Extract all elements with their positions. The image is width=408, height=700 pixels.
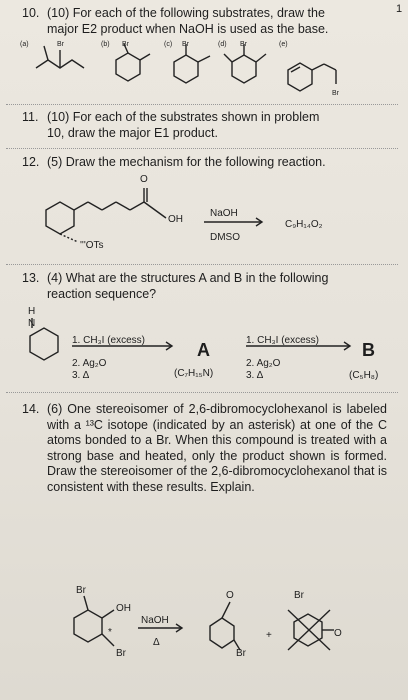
q14-product2-o: O [334, 628, 342, 639]
page-number: 1 [396, 3, 403, 15]
q14-heat: Δ [153, 637, 160, 648]
q10-br-e: Br [332, 90, 339, 97]
q13-step1-a: 1. CH₃I (excess) [72, 335, 145, 346]
q10-line1: (10) For each of the following substrates, draw the [47, 6, 325, 20]
q12-ketone-o: O [140, 174, 148, 185]
divider-3 [6, 264, 398, 266]
q12-reagent-dmso: DMSO [210, 232, 240, 243]
q13-step3-b: 3. Δ [246, 370, 264, 381]
q12-product-formula: C₉H₁₄O₂ [285, 219, 323, 230]
q13-step3-a: 3. Δ [72, 370, 90, 381]
q10-substrate-structures [0, 40, 408, 102]
q10-label-e: (e) [279, 41, 288, 48]
divider-4 [6, 392, 398, 394]
q13-formula-a: (C₇H₁₅N) [174, 368, 214, 379]
q13-number: 13. [22, 271, 40, 285]
q13-n-label: N [28, 318, 36, 329]
q11-number: 11. [22, 110, 39, 124]
q14-number: 14. [22, 402, 40, 416]
q10-br-b: Br [122, 41, 129, 48]
divider-1 [6, 104, 398, 106]
q12-reagent-naoh: NaOH [210, 208, 238, 219]
q11-line2: 10, draw the major E1 product. [47, 126, 218, 140]
q13-reaction-scheme [0, 310, 408, 390]
q13-formula-b: (C₅H₈) [349, 370, 379, 381]
q14-br-bottom: Br [116, 648, 126, 659]
q14-text: (6) One stereoisomer of 2,6-dibromocyclohexanol is labeled with a ¹³C isotope (indicated by an asterisk) at one of the C atoms bonded to a Br. When this compound is treated with a strong base and heated, only the product shown is formed. Draw the stereoisomer of the 2,6-dibromocyclohexanol that is consistent with these results. Explain. [47, 402, 387, 494]
q10-br-d: Br [240, 41, 247, 48]
q14-star: * [108, 627, 112, 638]
q13-line2: reaction sequence? [47, 287, 157, 301]
q13-line1: (4) What are the structures A and B in the following [47, 271, 329, 285]
q14-product-o: O [226, 590, 234, 601]
q12-reaction-scheme [0, 180, 408, 260]
q14-reaction-scheme [0, 590, 408, 670]
q10-br-c: Br [182, 41, 189, 48]
q14-product-br: Br [236, 648, 246, 659]
q10-label-b: (b) [101, 41, 110, 48]
q10-number: 10. [22, 6, 40, 20]
q14-oh: OH [116, 603, 131, 614]
q11-line1: (10) For each of the substrates shown in problem [47, 110, 320, 124]
q10-br-a: Br [57, 41, 64, 48]
q14-reagent-naoh: NaOH [141, 615, 169, 626]
q14-br-top: Br [76, 585, 86, 596]
q14-product2-br: Br [294, 590, 304, 601]
q12-oh-label: OH [168, 214, 183, 225]
q13-product-b: B [362, 340, 375, 360]
q10-label-c: (c) [164, 41, 173, 48]
q13-step2-b: 2. Ag₂O [246, 358, 281, 369]
q10-label-a: (a) [20, 41, 29, 48]
q12-text: (5) Draw the mechanism for the following reaction. [47, 155, 326, 169]
divider-2 [6, 148, 398, 150]
q14-plus: + [266, 630, 272, 641]
q10-line2: major E2 product when NaOH is used as the base. [47, 22, 329, 36]
q13-h-label: H [28, 306, 36, 317]
q13-product-a: A [197, 340, 210, 360]
q10-label-d: (d) [218, 41, 227, 48]
q13-step2-a: 2. Ag₂O [72, 358, 107, 369]
q12-ots-label: '''OTs [80, 240, 104, 251]
q13-step1-b: 1. CH₃I (excess) [246, 335, 319, 346]
q12-number: 12. [22, 155, 40, 169]
